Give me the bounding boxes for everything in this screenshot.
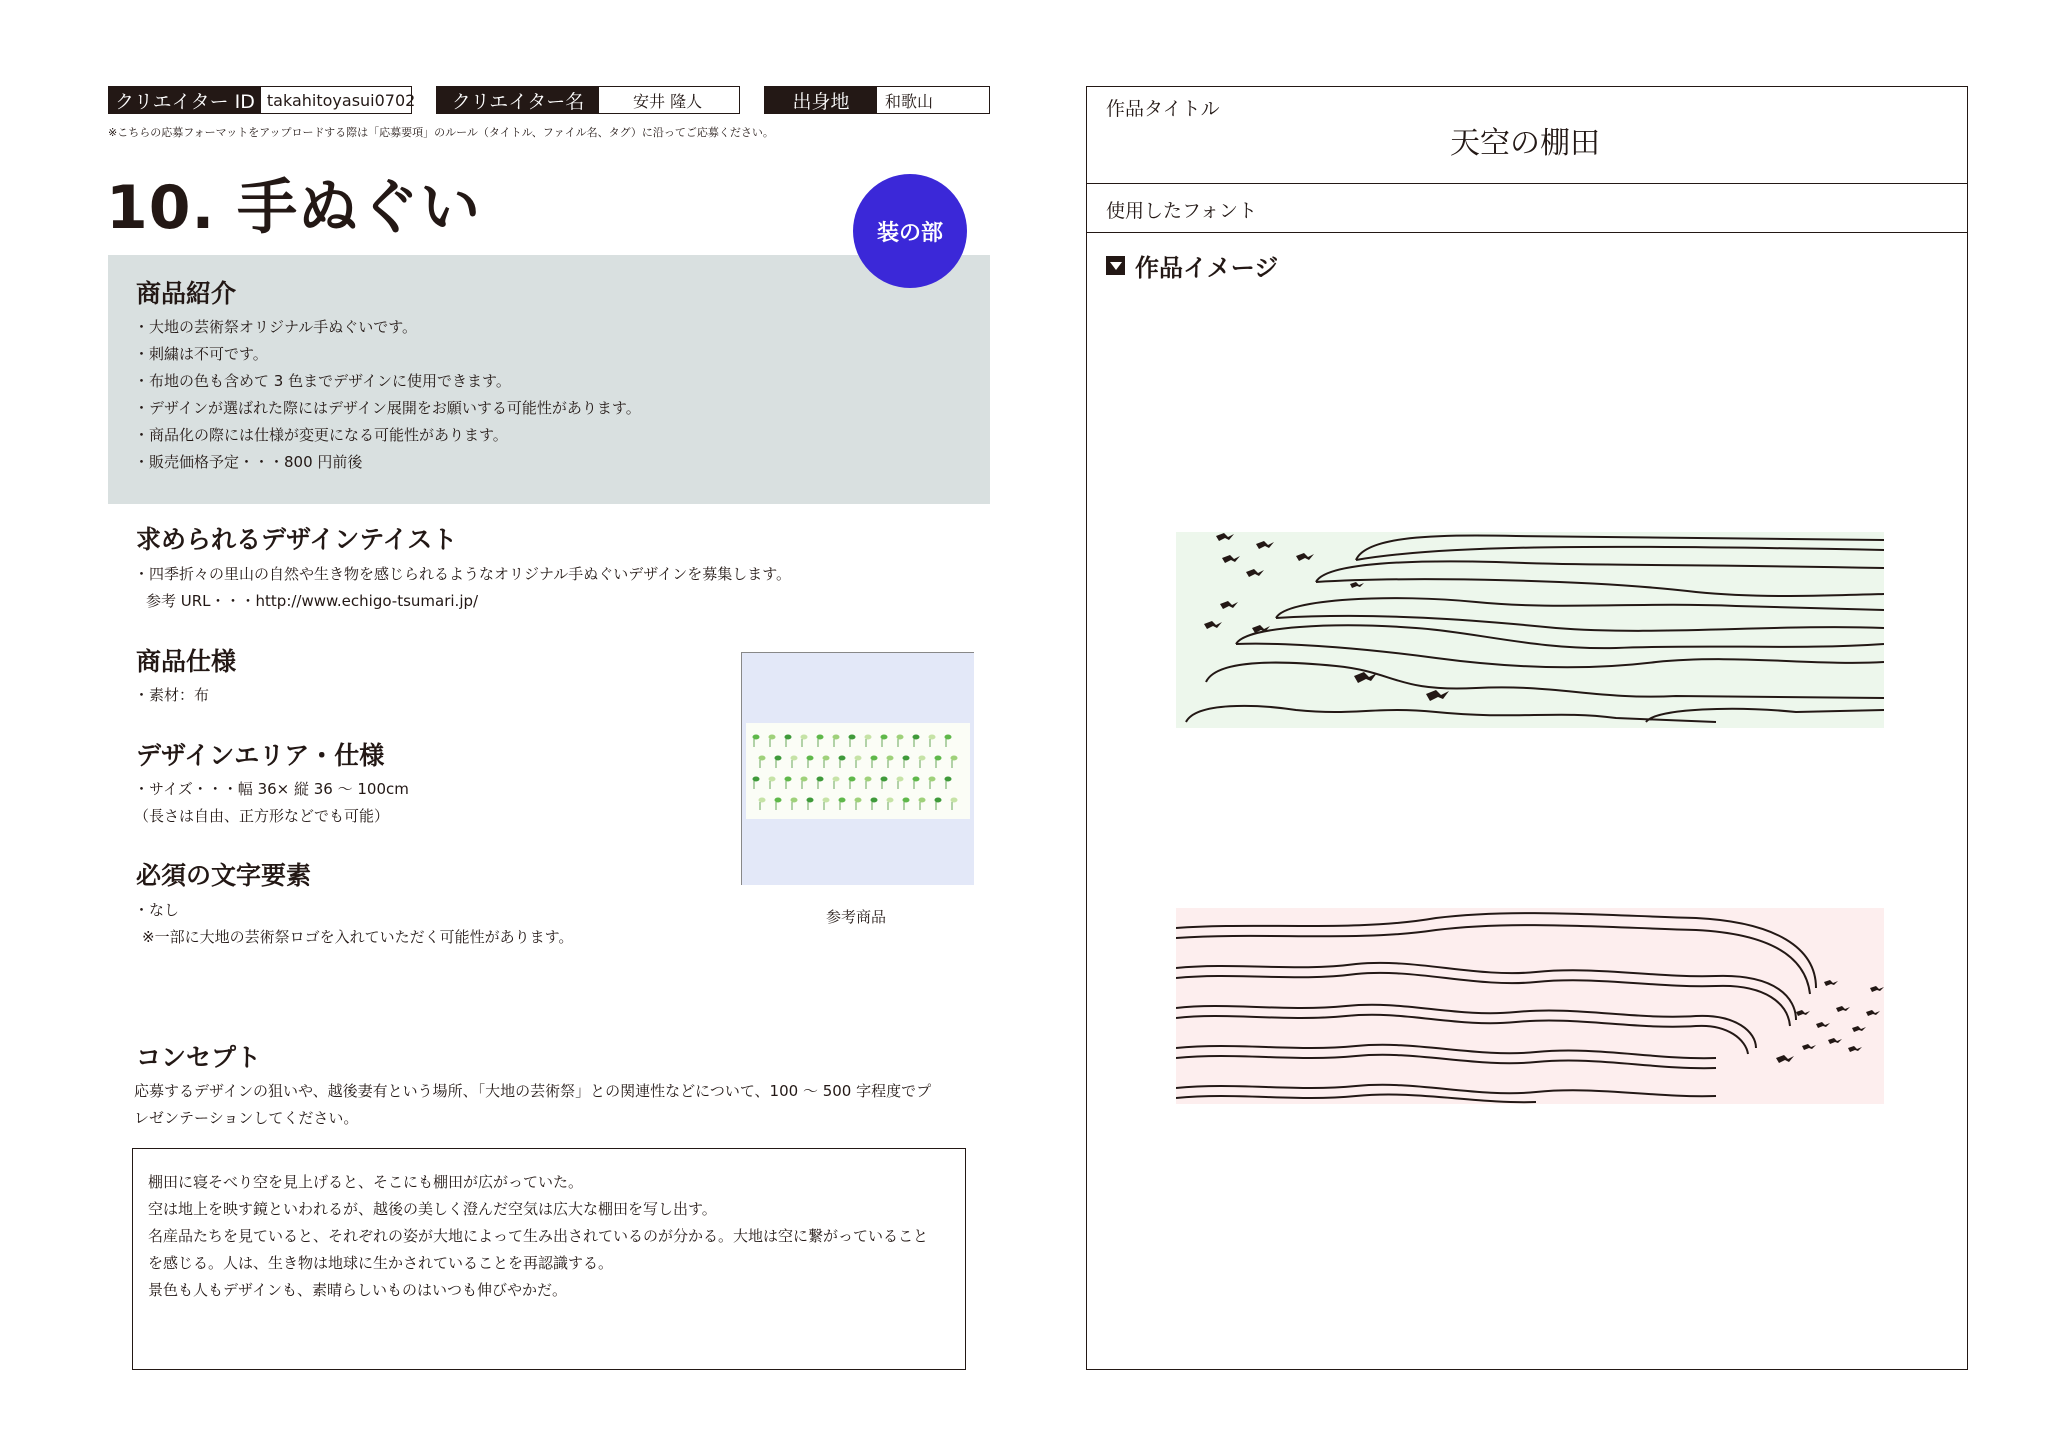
category-badge: 装の部	[853, 174, 967, 288]
product-intro-heading: 商品紹介	[136, 279, 237, 308]
list-item: ・販売価格予定・・・800 円前後	[134, 453, 363, 471]
concept-line: 空は地上を映す鏡といわれるが、越後の美しく澄んだ空気は広大な棚田を写し出す。	[148, 1200, 717, 1218]
list-item: ・デザインが選ばれた際にはデザイン展開をお願いする可能性があります。	[134, 399, 641, 417]
product-intro-list	[134, 314, 641, 476]
list-item: ・布地の色も含めて 3 色までデザインに使用できます。	[134, 372, 511, 390]
concept-instruction	[134, 1078, 931, 1132]
concept-line: 棚田に寝そべり空を見上げると、そこにも棚田が広がっていた。	[148, 1173, 584, 1191]
origin-label: 出身地	[765, 87, 877, 113]
design-taste-heading: 求められるデザインテイスト	[136, 525, 458, 554]
product-spec-heading: 商品仕様	[136, 647, 237, 676]
product-spec-text	[134, 682, 209, 709]
page-title: 10. 手ぬぐい	[106, 173, 482, 243]
upload-note: ※こちらの応募フォーマットをアップロードする際は「応募要項」のルール（タイトル、ファイル名、タグ）に沿ってご応募ください。	[108, 126, 774, 139]
reference-url: 参考 URL・・・http://www.echigo-tsumari.jp/	[146, 592, 479, 610]
triangle-down-icon	[1106, 256, 1125, 275]
reference-product-image	[741, 652, 974, 885]
area-line: （長さは自由、正方形などでも可能）	[134, 807, 390, 825]
work-title: 天空の棚田	[1450, 126, 1600, 161]
design-area-text	[134, 776, 409, 830]
divider	[1086, 232, 1968, 233]
required-line: ※一部に大地の芸術祭ロゴを入れていただく可能性があります。	[142, 928, 574, 946]
terraced-sky-illustration	[1176, 908, 1884, 1104]
list-item: ・大地の芸術祭オリジナル手ぬぐいです。	[134, 318, 418, 336]
creator-name-label: クリエイター名	[437, 87, 599, 113]
list-item: ・商品化の際には仕様が変更になる可能性があります。	[134, 426, 508, 444]
font-label: 使用したフォント	[1106, 200, 1258, 222]
concept-line: 景色も人もデザインも、素晴らしいものはいつも伸びやかだ。	[148, 1281, 567, 1299]
artwork-image-green	[1176, 532, 1884, 728]
divider	[1086, 183, 1968, 184]
instruction-line: 応募するデザインの狙いや、越後妻有という場所、「大地の芸術祭」との関連性などについて、100 ～ 500 字程度でプ	[134, 1082, 932, 1100]
design-taste-text	[134, 561, 791, 615]
image-section-label: 作品イメージ	[1135, 254, 1279, 282]
creator-id-field	[108, 86, 416, 114]
required-line: ・なし	[134, 901, 180, 919]
concept-line: を感じる。人は、生き物は地球に生かされていることを再認識する。	[148, 1254, 614, 1272]
origin-value: 和歌山	[885, 91, 934, 111]
concept-text	[148, 1169, 928, 1304]
reference-caption: 参考商品	[826, 908, 887, 926]
design-area-heading: デザインエリア・仕様	[136, 741, 385, 770]
creator-id-value: takahitoyasui0702	[266, 90, 416, 110]
artwork-image-pink	[1176, 908, 1884, 1104]
creator-name-value: 安井 隆人	[633, 91, 703, 111]
image-section-header	[1106, 248, 1278, 283]
creator-id-label: クリエイター ID	[109, 87, 261, 113]
concept-heading: コンセプト	[136, 1043, 262, 1072]
terraced-fields-illustration	[1176, 532, 1884, 728]
required-text-text	[134, 897, 573, 951]
required-text-heading: 必須の文字要素	[136, 861, 312, 890]
list-item: ・刺繍は不可です。	[134, 345, 268, 363]
area-line: ・サイズ・・・幅 36× 縦 36 ～ 100cm	[134, 780, 409, 798]
work-title-label: 作品タイトル	[1106, 98, 1220, 120]
spec-line: ・素材：布	[134, 686, 210, 704]
concept-line: 名産品たちを見ていると、それぞれの姿が大地によって生み出されているのが分かる。大地は空に繋がっていること	[148, 1227, 929, 1245]
taste-line: ・四季折々の里山の自然や生き物を感じられるようなオリジナル手ぬぐいデザインを募集します。	[134, 565, 792, 583]
creator-name-field	[436, 86, 740, 114]
origin-field	[764, 86, 990, 114]
instruction-line: レゼンテーションしてください。	[134, 1109, 359, 1127]
tenugui-pattern-illustration	[742, 653, 974, 885]
